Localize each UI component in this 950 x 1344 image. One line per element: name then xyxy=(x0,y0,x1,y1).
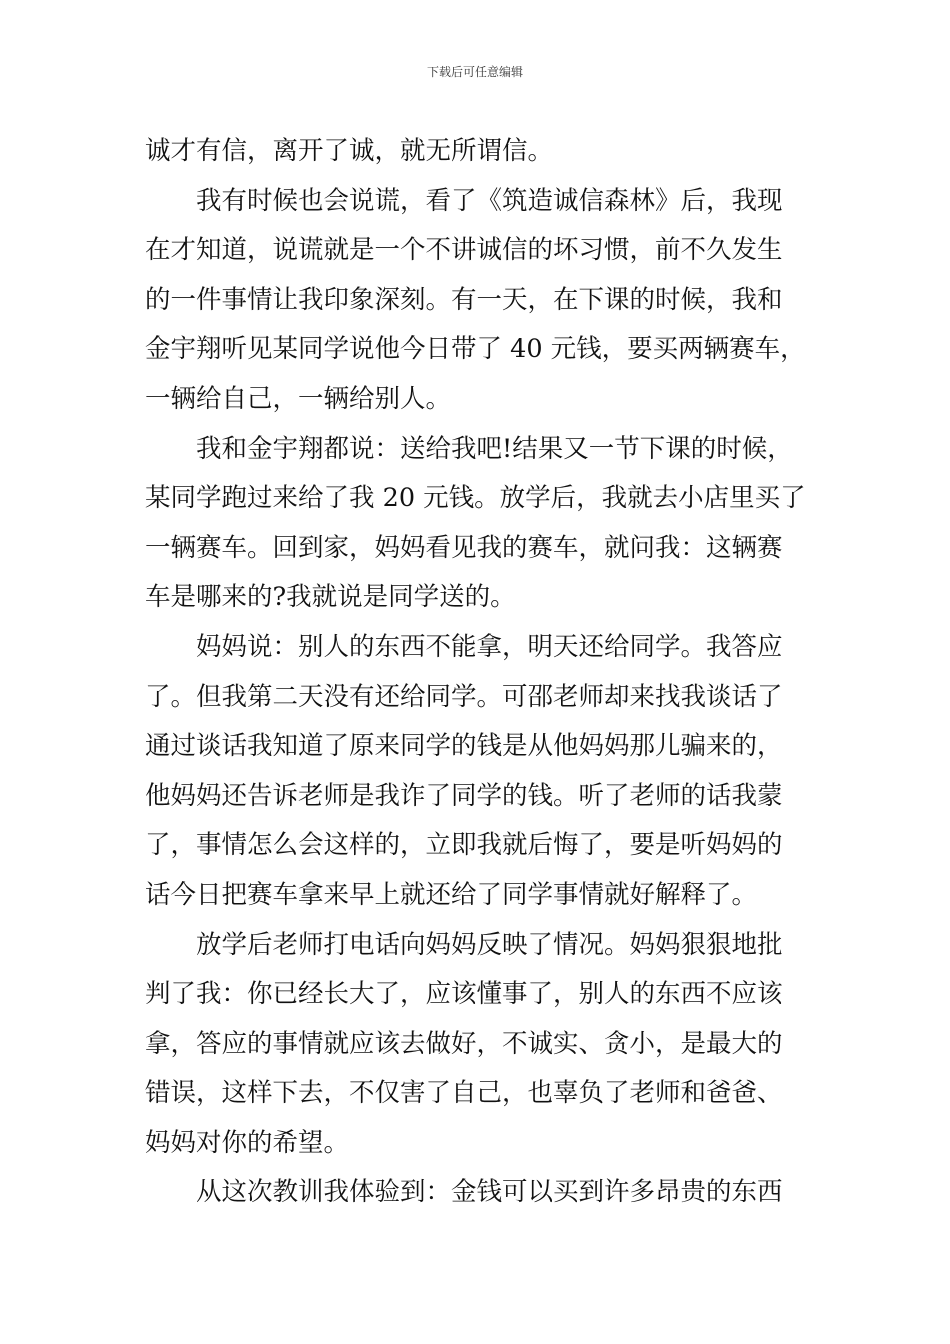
text-line: 车是哪来的?我就说是同学送的。 xyxy=(145,582,516,613)
text-line: 从这次教训我体验到：金钱可以买到许多昂贵的东西 xyxy=(196,1177,783,1208)
text-line: 的一件事情让我印象深刻。有一天，在下课的时候，我和 xyxy=(145,284,783,315)
text-line: 错误，这样下去，不仅害了自己，也辜负了老师和爸爸、 xyxy=(145,1078,783,1109)
text-line: 他妈妈还告诉老师是我诈了同学的钱。听了老师的话我蒙 xyxy=(145,780,783,811)
text-line: 一辆赛车。回到家，妈妈看见我的赛车，就问我：这辆赛 xyxy=(145,532,783,563)
paragraph xyxy=(145,921,810,1169)
paragraph xyxy=(145,623,810,921)
text-line: 了。但我第二天没有还给同学。可邵老师却来找我谈话了 xyxy=(145,681,783,712)
paragraph xyxy=(145,177,810,425)
text-line: 话今日把赛车拿来早上就还给了同学事情就好解释了。 xyxy=(145,879,758,910)
document-body xyxy=(145,127,810,1218)
paragraph xyxy=(145,1168,810,1218)
text-line: 了，事情怎么会这样的，立即我就后悔了，要是听妈妈的 xyxy=(145,830,783,861)
text-line: 妈妈说：别人的东西不能拿，明天还给同学。我答应 xyxy=(196,631,783,662)
text-line: 我有时候也会说谎，看了《筑造诚信森林》后，我现 xyxy=(196,185,783,216)
paragraph xyxy=(145,425,810,623)
text-line: 某同学跑过来给了我 20 元钱。放学后，我就去小店里买了 xyxy=(145,483,806,514)
text-line: 拿，答应的事情就应该去做好，不诚实、贪小，是最大的 xyxy=(145,1028,783,1059)
text-line: 诚才有信，离开了诚，就无所谓信。 xyxy=(145,136,554,166)
text-line: 判了我：你已经长大了，应该懂事了，别人的东西不应该 xyxy=(145,979,783,1010)
text-line: 金宇翔听见某同学说他今日带了 40 元钱，要买两辆赛车， xyxy=(145,334,806,365)
text-line: 在才知道，说谎就是一个不讲诚信的坏习惯，前不久发生 xyxy=(145,235,783,266)
text-line: 一辆给自己，一辆给别人。 xyxy=(145,383,452,414)
text-line: 放学后老师打电话向妈妈反映了情况。妈妈狠狠地批 xyxy=(196,929,783,960)
text-line: 我和金宇翔都说：送给我吧!结果又一节下课的时候， xyxy=(196,433,793,464)
text-line: 妈妈对你的希望。 xyxy=(145,1127,350,1158)
paragraph xyxy=(145,127,810,177)
page-header: 下载后可任意编辑 xyxy=(426,65,523,79)
text-line: 通过谈话我知道了原来同学的钱是从他妈妈那儿骗来的， xyxy=(145,731,783,762)
